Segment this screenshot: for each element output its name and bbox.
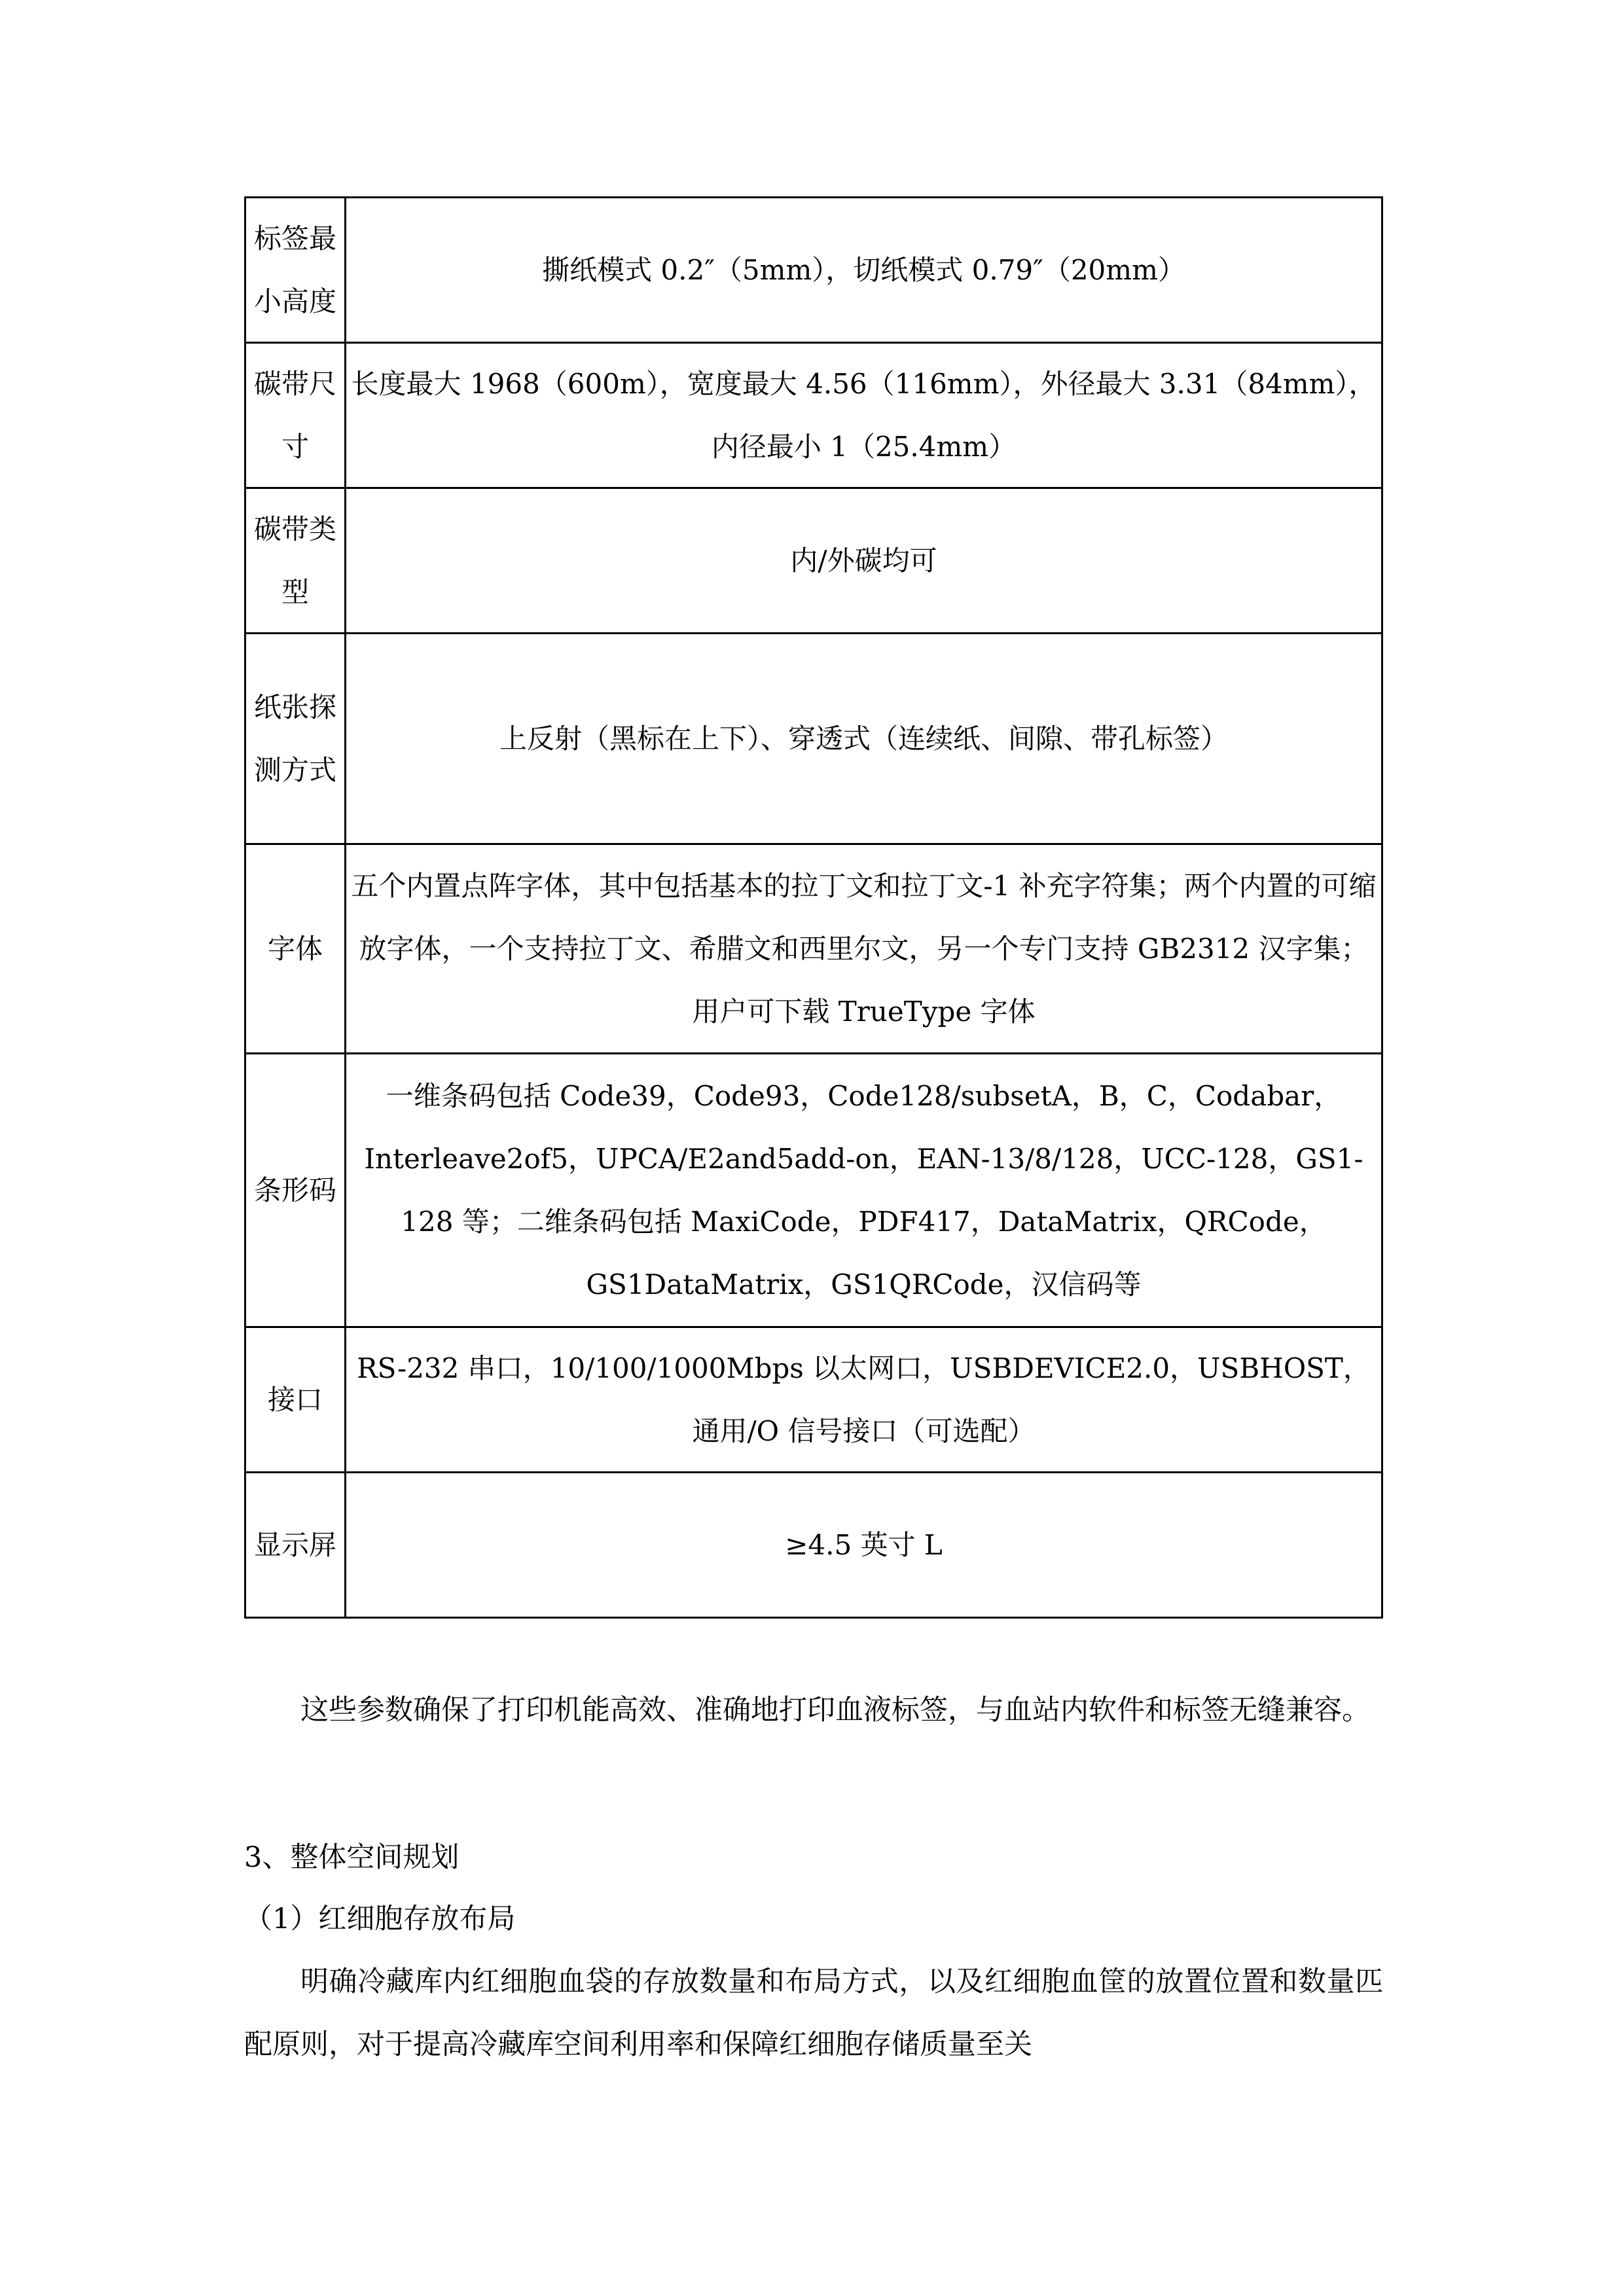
subsection-heading: （1）红细胞存放布局 <box>244 1903 516 1935</box>
body-paragraph: 明确冷藏库内红细胞血袋的存放数量和布局方式，以及红细胞血筐的放置位置和数量匹配原则，对于提高冷藏库空间利用率和保障红细胞存储质量至关 <box>244 1965 1383 2061</box>
row-value-interfaces: RS-232 串口，10/100/1000Mbps 以太网口，USBDEVICE2.0，USBHOST，通用/O 信号接口（可选配） <box>346 1327 1382 1473</box>
row-value-barcodes: 一维条码包括 Code39，Code93，Code128/subsetA，B，C，Codabar，Interleave2of5，UPCA/E2and5add-on，EAN-13/8/128，UCC-128，GS1-128 等；二维条码包括 MaxiCode，PDF417，DataMatrix，QRCode，GS1DataMatrix，GS1QRCode，汉信码等 <box>346 1054 1382 1327</box>
row-value-ribbon-size: 长度最大 1968（600m），宽度最大 4.56（116mm），外径最大 3.31（84mm），内径最小 1（25.4mm） <box>346 343 1382 488</box>
table-row <box>245 1054 1382 1327</box>
row-value-display: ≥4.5 英寸 L <box>346 1473 1382 1618</box>
table-row <box>245 1473 1382 1618</box>
row-label-display: 显示屏 <box>245 1473 346 1618</box>
printer-spec-table <box>244 196 1383 1619</box>
row-label-barcodes: 条形码 <box>245 1054 346 1327</box>
table-row <box>245 488 1382 634</box>
row-label-min-label-height: 标签最小高度 <box>245 198 346 343</box>
table-row <box>245 634 1382 844</box>
section-heading: 3、整体空间规划 <box>244 1841 460 1874</box>
row-value-fonts: 五个内置点阵字体，其中包括基本的拉丁文和拉丁文-1 补充字符集；两个内置的可缩放字体，一个支持拉丁文、希腊文和西里尔文，另一个专门支持 GB2312 汉字集；用户可下载 TrueType 字体 <box>346 844 1382 1054</box>
row-label-fonts: 字体 <box>245 844 346 1054</box>
row-label-interfaces: 接口 <box>245 1327 346 1473</box>
row-value-min-label-height: 撕纸模式 0.2″（5mm），切纸模式 0.79″（20mm） <box>346 198 1382 343</box>
table-row <box>245 1327 1382 1473</box>
table-row <box>245 844 1382 1054</box>
table-row <box>245 343 1382 488</box>
row-label-ribbon-type: 碳带类型 <box>245 488 346 634</box>
summary-paragraph: 这些参数确保了打印机能高效、准确地打印血液标签，与血站内软件和标签无缝兼容。 <box>300 1694 1370 1727</box>
row-value-ribbon-type: 内/外碳均可 <box>346 488 1382 634</box>
table-row <box>245 198 1382 343</box>
row-label-ribbon-size: 碳带尺寸 <box>245 343 346 488</box>
row-label-paper-sensing: 纸张探测方式 <box>245 634 346 844</box>
row-value-paper-sensing: 上反射（黑标在上下）、穿透式（连续纸、间隙、带孔标签） <box>346 634 1382 844</box>
